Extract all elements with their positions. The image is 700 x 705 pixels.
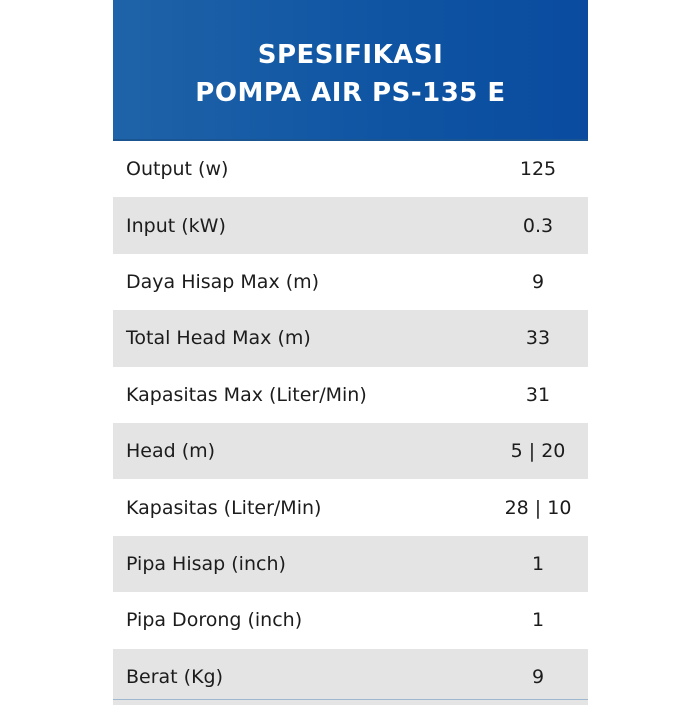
spec-row-pipa-hisap xyxy=(113,536,588,592)
spec-value: 31 xyxy=(525,383,551,406)
spec-value: 1 xyxy=(531,552,545,575)
spec-value: 28 | 10 xyxy=(504,496,572,519)
header-title-line2: POMPA AIR PS-135 E xyxy=(195,77,506,108)
spec-value: 5 | 20 xyxy=(510,440,566,463)
spec-label: Pipa Dorong (inch) xyxy=(126,609,303,632)
spec-value: 33 xyxy=(525,327,551,350)
spec-value: 125 xyxy=(519,158,557,181)
spec-value: 1 xyxy=(531,609,545,632)
spec-label: Berat (Kg) xyxy=(126,665,224,688)
spec-row-kapasitas xyxy=(113,479,588,535)
spec-panel xyxy=(113,0,588,700)
spec-row-total-head-max xyxy=(113,310,588,366)
spec-label: Pipa Hisap (inch) xyxy=(126,552,286,575)
spec-table xyxy=(113,141,588,705)
spec-row-daya-hisap-max xyxy=(113,254,588,310)
spec-label: Total Head Max (m) xyxy=(126,327,311,350)
spec-label: Head (m) xyxy=(126,440,216,463)
spec-label: Daya Hisap Max (m) xyxy=(126,270,320,293)
spec-row-input xyxy=(113,197,588,253)
spec-row-berat xyxy=(113,649,588,705)
spec-value: 0.3 xyxy=(522,214,554,237)
spec-value: 9 xyxy=(531,270,545,293)
spec-header xyxy=(113,0,588,141)
spec-label: Output (w) xyxy=(126,158,229,181)
header-title-line1: SPESIFIKASI xyxy=(257,39,444,70)
spec-row-head xyxy=(113,423,588,479)
spec-row-output xyxy=(113,141,588,197)
spec-label: Kapasitas (Liter/Min) xyxy=(126,496,322,519)
spec-row-pipa-dorong xyxy=(113,592,588,648)
spec-value: 9 xyxy=(531,665,545,688)
spec-label: Kapasitas Max (Liter/Min) xyxy=(126,383,367,406)
spec-row-kapasitas-max xyxy=(113,367,588,423)
spec-label: Input (kW) xyxy=(126,214,226,237)
